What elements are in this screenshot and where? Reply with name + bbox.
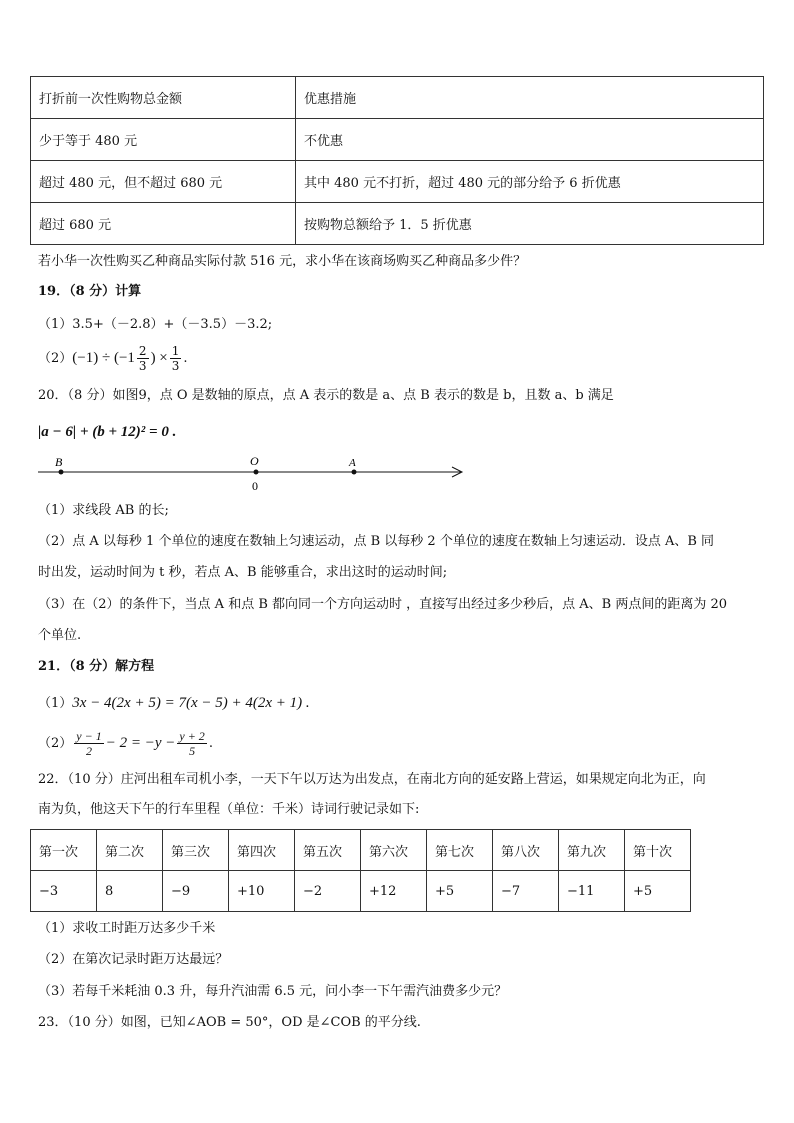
table-header-cell: 第五次 — [295, 830, 361, 871]
table-header-row — [31, 830, 691, 871]
q21-equation1: 3x − 4(2x + 5) = 7(x − 5) + 4(2x + 1) . — [72, 695, 310, 711]
q21-part2-label: （2） — [38, 736, 73, 751]
table-cell: +5 — [625, 871, 691, 912]
q22-part2: （2）在第次记录时距万达最远？ — [38, 952, 229, 967]
table-cell: +5 — [427, 871, 493, 912]
point-b — [59, 470, 64, 475]
table-header-cell: 第八次 — [493, 830, 559, 871]
q21-part2 — [38, 724, 213, 763]
table-cell: 其中 480 元不打折，超过 480 元的部分给予 6 折优惠 — [296, 161, 764, 203]
q19-part2-label: （2） — [38, 351, 73, 366]
q19-expr-b: ) × — [150, 350, 168, 366]
q19-part1: （1）3.5+（－2.8）+（－3.5）－3.2; — [38, 317, 273, 332]
q20-part3-line2: 个单位. — [38, 628, 82, 643]
table-cell: 8 — [97, 871, 163, 912]
q20-part3-line1: （3）在（2）的条件下，当点 A 和点 B 都向同一个方向运动时 ，直接写出经过多少秒后，点 A、B 两点间的距离为 20 — [38, 597, 728, 612]
table-header-cell: 打折前一次性购物总金额 — [31, 77, 296, 119]
table-cell: 按购物总额给予 1．5 折优惠 — [296, 203, 764, 245]
q20-part2-line2: 时出发，运动时间为 t 秒，若点 A、B 能够重合，求出这时的运动时间; — [38, 565, 448, 580]
q21-part1-label: （1） — [38, 696, 73, 711]
table-cell: −3 — [31, 871, 97, 912]
fraction-numerator: 2 — [138, 344, 147, 358]
fraction — [177, 729, 206, 758]
table-row — [31, 119, 764, 161]
fraction — [74, 729, 103, 758]
number-line — [36, 452, 468, 496]
label-a: A — [349, 457, 356, 469]
fraction-numerator: 1 — [171, 344, 180, 358]
table-header-cell: 第十次 — [625, 830, 691, 871]
fraction-denominator: 2 — [86, 744, 92, 758]
q23-line1: 23．（10 分）如图，已知∠AOB = 50°，OD 是∠COB 的平分线. — [38, 1015, 421, 1030]
q18-question: 若小华一次性购买乙种商品实际付款 516 元，求小华在该商场购买乙种商品多少件？ — [38, 254, 527, 269]
q21-equation2-end: . — [208, 736, 213, 751]
table-cell: 不优惠 — [296, 119, 764, 161]
q19-expr-a: (−1) ÷ (−1 — [72, 350, 135, 366]
fraction-denominator: 3 — [138, 359, 147, 373]
table-cell: 超过 480 元，但不超过 680 元 — [31, 161, 296, 203]
point-a — [352, 470, 357, 475]
fraction — [137, 344, 149, 373]
table-header-cell: 第二次 — [97, 830, 163, 871]
table-header-cell: 第四次 — [229, 830, 295, 871]
label-b: B — [55, 455, 63, 469]
table-header-cell: 第九次 — [559, 830, 625, 871]
table-header-cell: 优惠措施 — [296, 77, 764, 119]
table-cell: −9 — [163, 871, 229, 912]
q20-formula: |a − 6| + (b + 12)² = 0 . — [38, 424, 177, 440]
q21-title: 21．（8 分）解方程 — [38, 659, 155, 674]
fraction-numerator: y − 1 — [76, 729, 102, 743]
fraction-denominator: 5 — [189, 744, 196, 758]
table-cell: 少于等于 480 元 — [31, 119, 296, 161]
point-o — [254, 470, 259, 475]
table-row — [31, 161, 764, 203]
label-zero: 0 — [252, 479, 258, 493]
table-header-row — [31, 77, 764, 119]
table-cell: 超过 680 元 — [31, 203, 296, 245]
fraction-numerator: y + 2 — [179, 729, 205, 743]
q22-line2: 南为负，他这天下午的行车里程（单位：千米）诗词行驶记录如下: — [38, 802, 420, 817]
table-header-cell: 第三次 — [163, 830, 229, 871]
discount-table — [30, 76, 764, 245]
label-o: O — [250, 454, 259, 468]
mileage-table — [30, 829, 691, 912]
table-cell: +12 — [361, 871, 427, 912]
table-header-cell: 第七次 — [427, 830, 493, 871]
q20-part2-line1: （2）点 A 以每秒 1 个单位的速度在数轴上匀速运动，点 B 以每秒 2 个单位的速度在数轴上匀速运动．设点 A、B 同 — [38, 534, 715, 549]
table-header-cell: 第六次 — [361, 830, 427, 871]
fraction — [170, 344, 182, 373]
q19-title: 19．（8 分）计算 — [38, 284, 142, 299]
q20-line1: 20．（8 分）如图9，点 O 是数轴的原点，点 A 表示的数是 a、点 B 表示的数是 b，且数 a、b 满足 — [38, 388, 614, 403]
table-header-cell: 第一次 — [31, 830, 97, 871]
q22-part1: （1）求收工时距万达多少千米 — [38, 921, 216, 936]
q21-part1 — [38, 694, 310, 713]
q19-expr-end: . — [183, 351, 188, 366]
q22-part3: （3）若每千米耗油 0.3 升，每升汽油需 6.5 元，问小李一下午需汽油费多少元？ — [38, 984, 508, 999]
q20-part1: （1）求线段 AB 的长; — [38, 503, 169, 518]
table-row — [31, 203, 764, 245]
table-cell: −11 — [559, 871, 625, 912]
table-cell: +10 — [229, 871, 295, 912]
table-row — [31, 871, 691, 912]
table-cell: −2 — [295, 871, 361, 912]
table-cell: −7 — [493, 871, 559, 912]
q19-part2 — [38, 343, 188, 374]
q21-equation2-mid: − 2 = −y − — [105, 735, 176, 751]
q22-line1: 22．（10 分）庄河出租车司机小李，一天下午以万达为出发点，在南北方向的延安路上营运，如果规定向北为正，向 — [38, 772, 706, 787]
fraction-denominator: 3 — [171, 359, 180, 373]
